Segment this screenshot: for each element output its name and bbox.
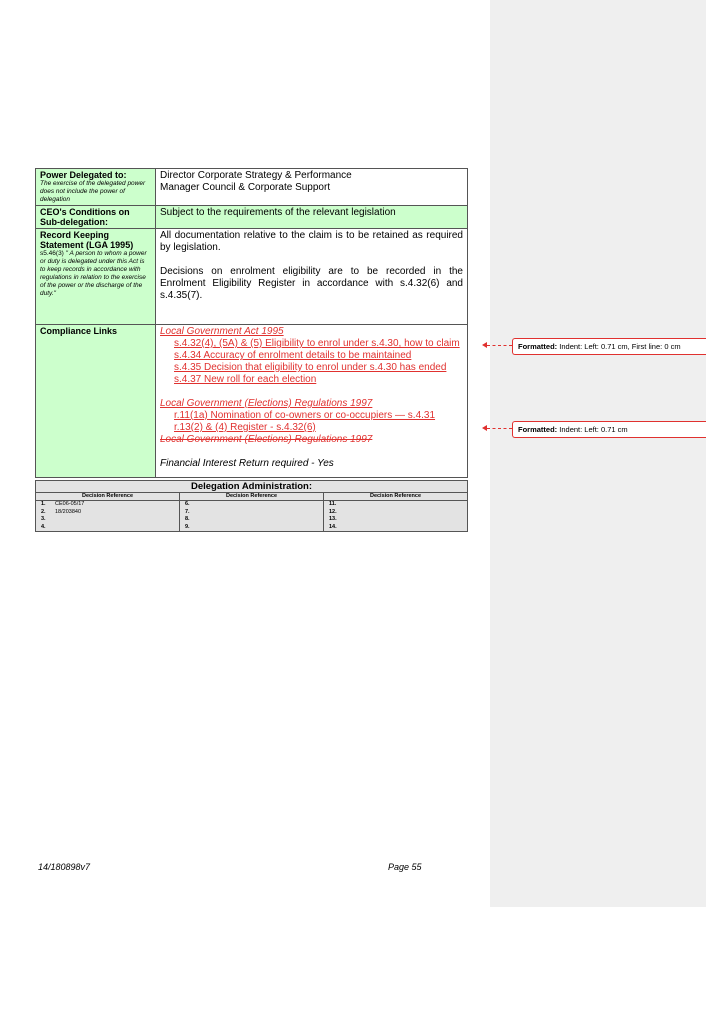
record-section-ref: s5.46(3) <box>40 250 64 257</box>
row-record-keeping <box>36 229 468 325</box>
decision-ref: 18/203840 <box>55 508 81 515</box>
row-number: 6. <box>185 501 190 507</box>
admin-row <box>324 524 467 532</box>
conditions-label: CEO's Conditions on Sub-delegation: <box>40 207 130 227</box>
decision-ref <box>343 509 467 517</box>
admin-grid <box>36 493 467 531</box>
formatted-comment-2[interactable] <box>512 421 706 438</box>
comment-leader-line <box>487 345 512 346</box>
regs-deleted-heading: Local Government (Elections) Regulations 1997 <box>160 434 373 445</box>
record-label-cell <box>36 229 156 325</box>
admin-column-1 <box>36 493 180 531</box>
row-number: 4. <box>41 523 46 530</box>
comment-label: Formatted: <box>518 342 558 351</box>
admin-column-header: Decision Reference <box>36 493 179 501</box>
decision-ref <box>199 509 323 517</box>
act-heading: Local Government Act 1995 <box>160 326 284 337</box>
comment-label: Formatted: <box>518 425 558 434</box>
power-label: Power Delegated to: <box>40 170 127 180</box>
act-item-4: s.4.37 New roll for each election <box>174 374 317 385</box>
admin-title: Delegation Administration: <box>36 481 467 493</box>
admin-column-3 <box>324 493 467 531</box>
admin-row <box>180 509 323 517</box>
admin-row <box>36 509 179 517</box>
act-item-1: s.4.32(4), (5A) & (5) Eligibility to enrol under s.4.30, how to claim <box>174 338 460 349</box>
record-para-2: Decisions on enrolment eligibility are to be recorded in the Enrolment Eligibility Register in accordance with s.4.32(6) and s.4.35(7). <box>160 266 463 301</box>
record-value-cell <box>156 229 468 325</box>
row-number: 9. <box>185 523 190 530</box>
power-value-cell <box>156 169 468 206</box>
admin-row <box>324 516 467 524</box>
row-number: 8. <box>185 516 190 522</box>
row-number: 1. <box>41 501 46 507</box>
row-ceo-conditions <box>36 206 468 229</box>
power-label-cell <box>36 169 156 206</box>
admin-row <box>36 524 179 532</box>
comment-leader-line <box>487 428 512 429</box>
row-number: 3. <box>41 516 46 522</box>
formatted-comment-1[interactable] <box>512 338 706 355</box>
decision-ref <box>343 516 467 524</box>
admin-column-header: Decision Reference <box>324 493 467 501</box>
footer-doc-reference: 14/180898v7 <box>38 862 91 872</box>
admin-row <box>324 501 467 509</box>
row-number: 13. <box>329 516 337 522</box>
admin-column-header: Decision Reference <box>180 493 323 501</box>
compliance-label: Compliance Links <box>40 326 118 336</box>
delegation-table <box>35 168 468 478</box>
conditions-label-cell <box>36 206 156 229</box>
compliance-label-cell <box>36 325 156 478</box>
admin-row <box>324 509 467 517</box>
admin-row <box>36 501 179 509</box>
decision-ref <box>343 524 467 532</box>
row-compliance-links <box>36 325 468 478</box>
decision-ref <box>199 524 323 532</box>
row-number: 12. <box>329 508 337 515</box>
admin-row <box>180 516 323 524</box>
comment-margin-pane <box>490 0 706 907</box>
decision-ref <box>199 501 323 509</box>
decision-ref <box>55 516 179 524</box>
row-number: 7. <box>185 508 190 515</box>
comment-text: Indent: Left: 0.71 cm <box>559 425 628 434</box>
act-item-2: s.4.34 Accuracy of enrolment details to be maintained <box>174 350 412 361</box>
decision-ref <box>343 501 467 509</box>
record-para-1: All documentation relative to the claim is to be retained as required by legislation. <box>160 230 463 253</box>
row-number: 11. <box>329 501 337 507</box>
power-delegate-2: Manager Council & Corporate Support <box>160 182 331 193</box>
decision-ref <box>199 516 323 524</box>
row-power-delegated <box>36 169 468 206</box>
regs-item-2: r.13(2) & (4) Register - s.4.32(6) <box>174 422 316 433</box>
compliance-value-cell <box>156 325 468 478</box>
record-section <box>40 250 151 298</box>
power-delegate-1: Director Corporate Strategy & Performance <box>160 170 352 181</box>
act-item-3: s.4.35 Decision that eligibility to enrol under s.4.30 has ended <box>174 362 447 373</box>
row-number: 14. <box>329 523 337 530</box>
comment-text: Indent: Left: 0.71 cm, First line: 0 cm <box>559 342 681 351</box>
record-label: Record Keeping Statement (LGA 1995) <box>40 230 134 250</box>
admin-row <box>180 501 323 509</box>
admin-row <box>36 516 179 524</box>
admin-column-2 <box>180 493 324 531</box>
record-quote: " A person to whom a power or duty is delegated under this Act is to keep records in accordance with regulations in relation to the exercise of the power or the discharge of the duty." <box>40 250 147 297</box>
delegation-administration <box>35 480 468 532</box>
decision-ref: CE06-05/17 <box>55 501 85 507</box>
regs-heading: Local Government (Elections) Regulations 1997 <box>160 398 373 409</box>
row-number: 2. <box>41 508 46 515</box>
admin-row <box>180 524 323 532</box>
conditions-value: Subject to the requirements of the relevant legislation <box>160 207 396 218</box>
regs-item-1: r.11(1a) Nomination of co-owners or co-occupiers — s.4.31 <box>174 410 436 421</box>
power-note: The exercise of the delegated power does not include the power of delegation <box>40 180 146 203</box>
decision-ref <box>55 524 179 532</box>
conditions-value-cell <box>156 206 468 229</box>
footer-page-number: Page 55 <box>388 862 422 872</box>
financial-interest: Financial Interest Return required - Yes <box>160 458 334 469</box>
